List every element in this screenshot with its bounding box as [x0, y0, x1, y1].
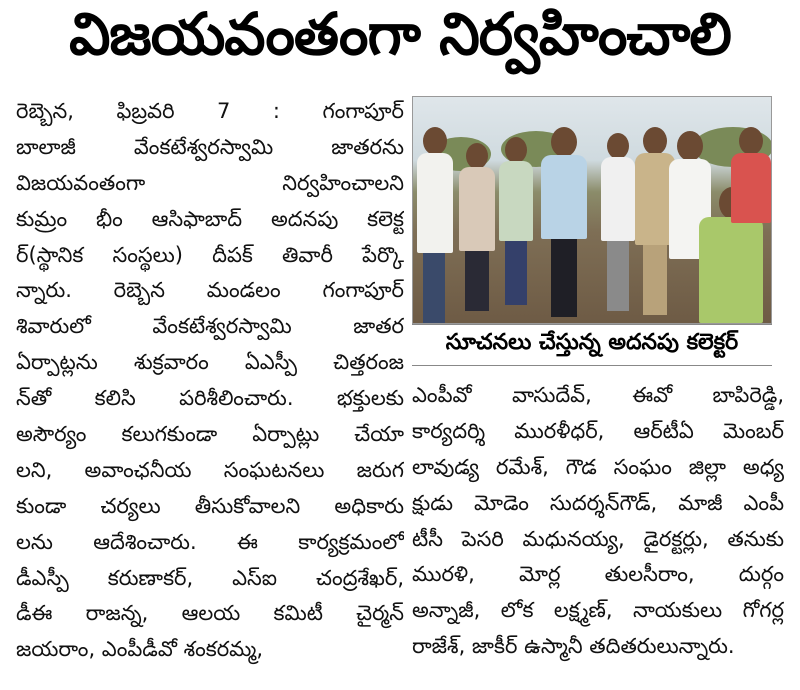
- person: [417, 127, 453, 323]
- text-line: న్‌తో కలిసి పరిశీలించారు. భక్తులకు: [16, 386, 404, 411]
- photo-caption: సూచనలు చేస్తున్న అదనపు కలెక్టర్: [412, 324, 772, 366]
- text-line: లావుడ్య రమేశ్, గౌడ సంఘం జిల్లా అధ్య: [412, 454, 784, 479]
- text-line: అన్నాజీ, లోక లక్ష్మణ్, నాయకులు గోగర్ల: [412, 598, 784, 623]
- right-column: [412, 378, 784, 665]
- person: [731, 127, 771, 247]
- text-line: టీసీ పెసరి మధునయ్య, డైరక్టర్లు, తనుకు: [412, 526, 784, 551]
- headline: విజయవంతంగా నిర్వహించాలి: [69, 0, 731, 68]
- text-line: బాలాజీ వేంకటేశ్వరస్వామి జాతరను: [16, 134, 404, 159]
- text-line: కుమ్రం భీం ఆసిఫాబాద్ అదనపు కలెక్ట: [16, 206, 404, 231]
- person: [459, 143, 495, 323]
- text-line: కార్యదర్శి మురళీధర్, ఆర్‌టీఏ మెంబర్: [412, 418, 784, 443]
- text-line: న్నారు. రెబ్బెన మండలం గంగాపూర్: [16, 278, 404, 303]
- text-line: కుండా చర్యలు తీసుకోవాలని అధికారు: [16, 493, 404, 518]
- text-line: లని, అవాంఛనీయ సంఘటనలు జరుగ: [16, 457, 404, 482]
- text-line: రాజేశ్, జాకీర్ ఉస్మానీ తదితరులున్నారు.: [412, 634, 735, 659]
- text-line: ర్(స్థానిక సంస్థలు) దీపక్ తివారీ పేర్కొ: [16, 242, 404, 267]
- text-line: లను ఆదేశించారు. ఈ కార్యక్రమంలో: [16, 529, 404, 554]
- text-line: ఏర్పాట్లను శుక్రవారం ఏఎస్పీ చిత్తరంజ: [16, 350, 404, 375]
- person: [601, 133, 635, 319]
- text-line: అసౌర్యం కలుగకుండా ఏర్పాట్లు చేయా: [16, 422, 404, 447]
- text-line: ఎంపీవో వాసుదేవ్, ఈవో బాపిరెడ్డి,: [412, 383, 784, 407]
- person: [541, 127, 587, 323]
- text-line: రెబ్బెన, ఫిబ్రవరి 7 : గంగాపూర్: [16, 99, 404, 123]
- text-line: డీఎస్పీ కరుణాకర్, ఎస్ఐ చంద్రశేఖర్,: [16, 565, 404, 590]
- text-line: జయరాం, ఎంపీడీవో శంకరమ్మ,: [16, 637, 264, 662]
- left-column: [16, 94, 404, 668]
- text-line: మురళి, మోర్ల తులసీరాం, దుర్గం: [412, 562, 784, 587]
- text-line: విజయవంతంగా నిర్వహించాలని: [16, 170, 404, 195]
- news-photo: [412, 96, 772, 324]
- text-line: శివారులో వేంకటేశ్వరస్వామి జాతర: [16, 314, 404, 339]
- text-line: క్షుడు మోడెం సుదర్శన్‌గౌడ్, మాజీ ఎంపీ: [412, 490, 784, 515]
- person: [499, 137, 533, 317]
- text-line: డీఈ రాజన్న, ఆలయ కమిటీ చైర్మన్: [16, 601, 404, 626]
